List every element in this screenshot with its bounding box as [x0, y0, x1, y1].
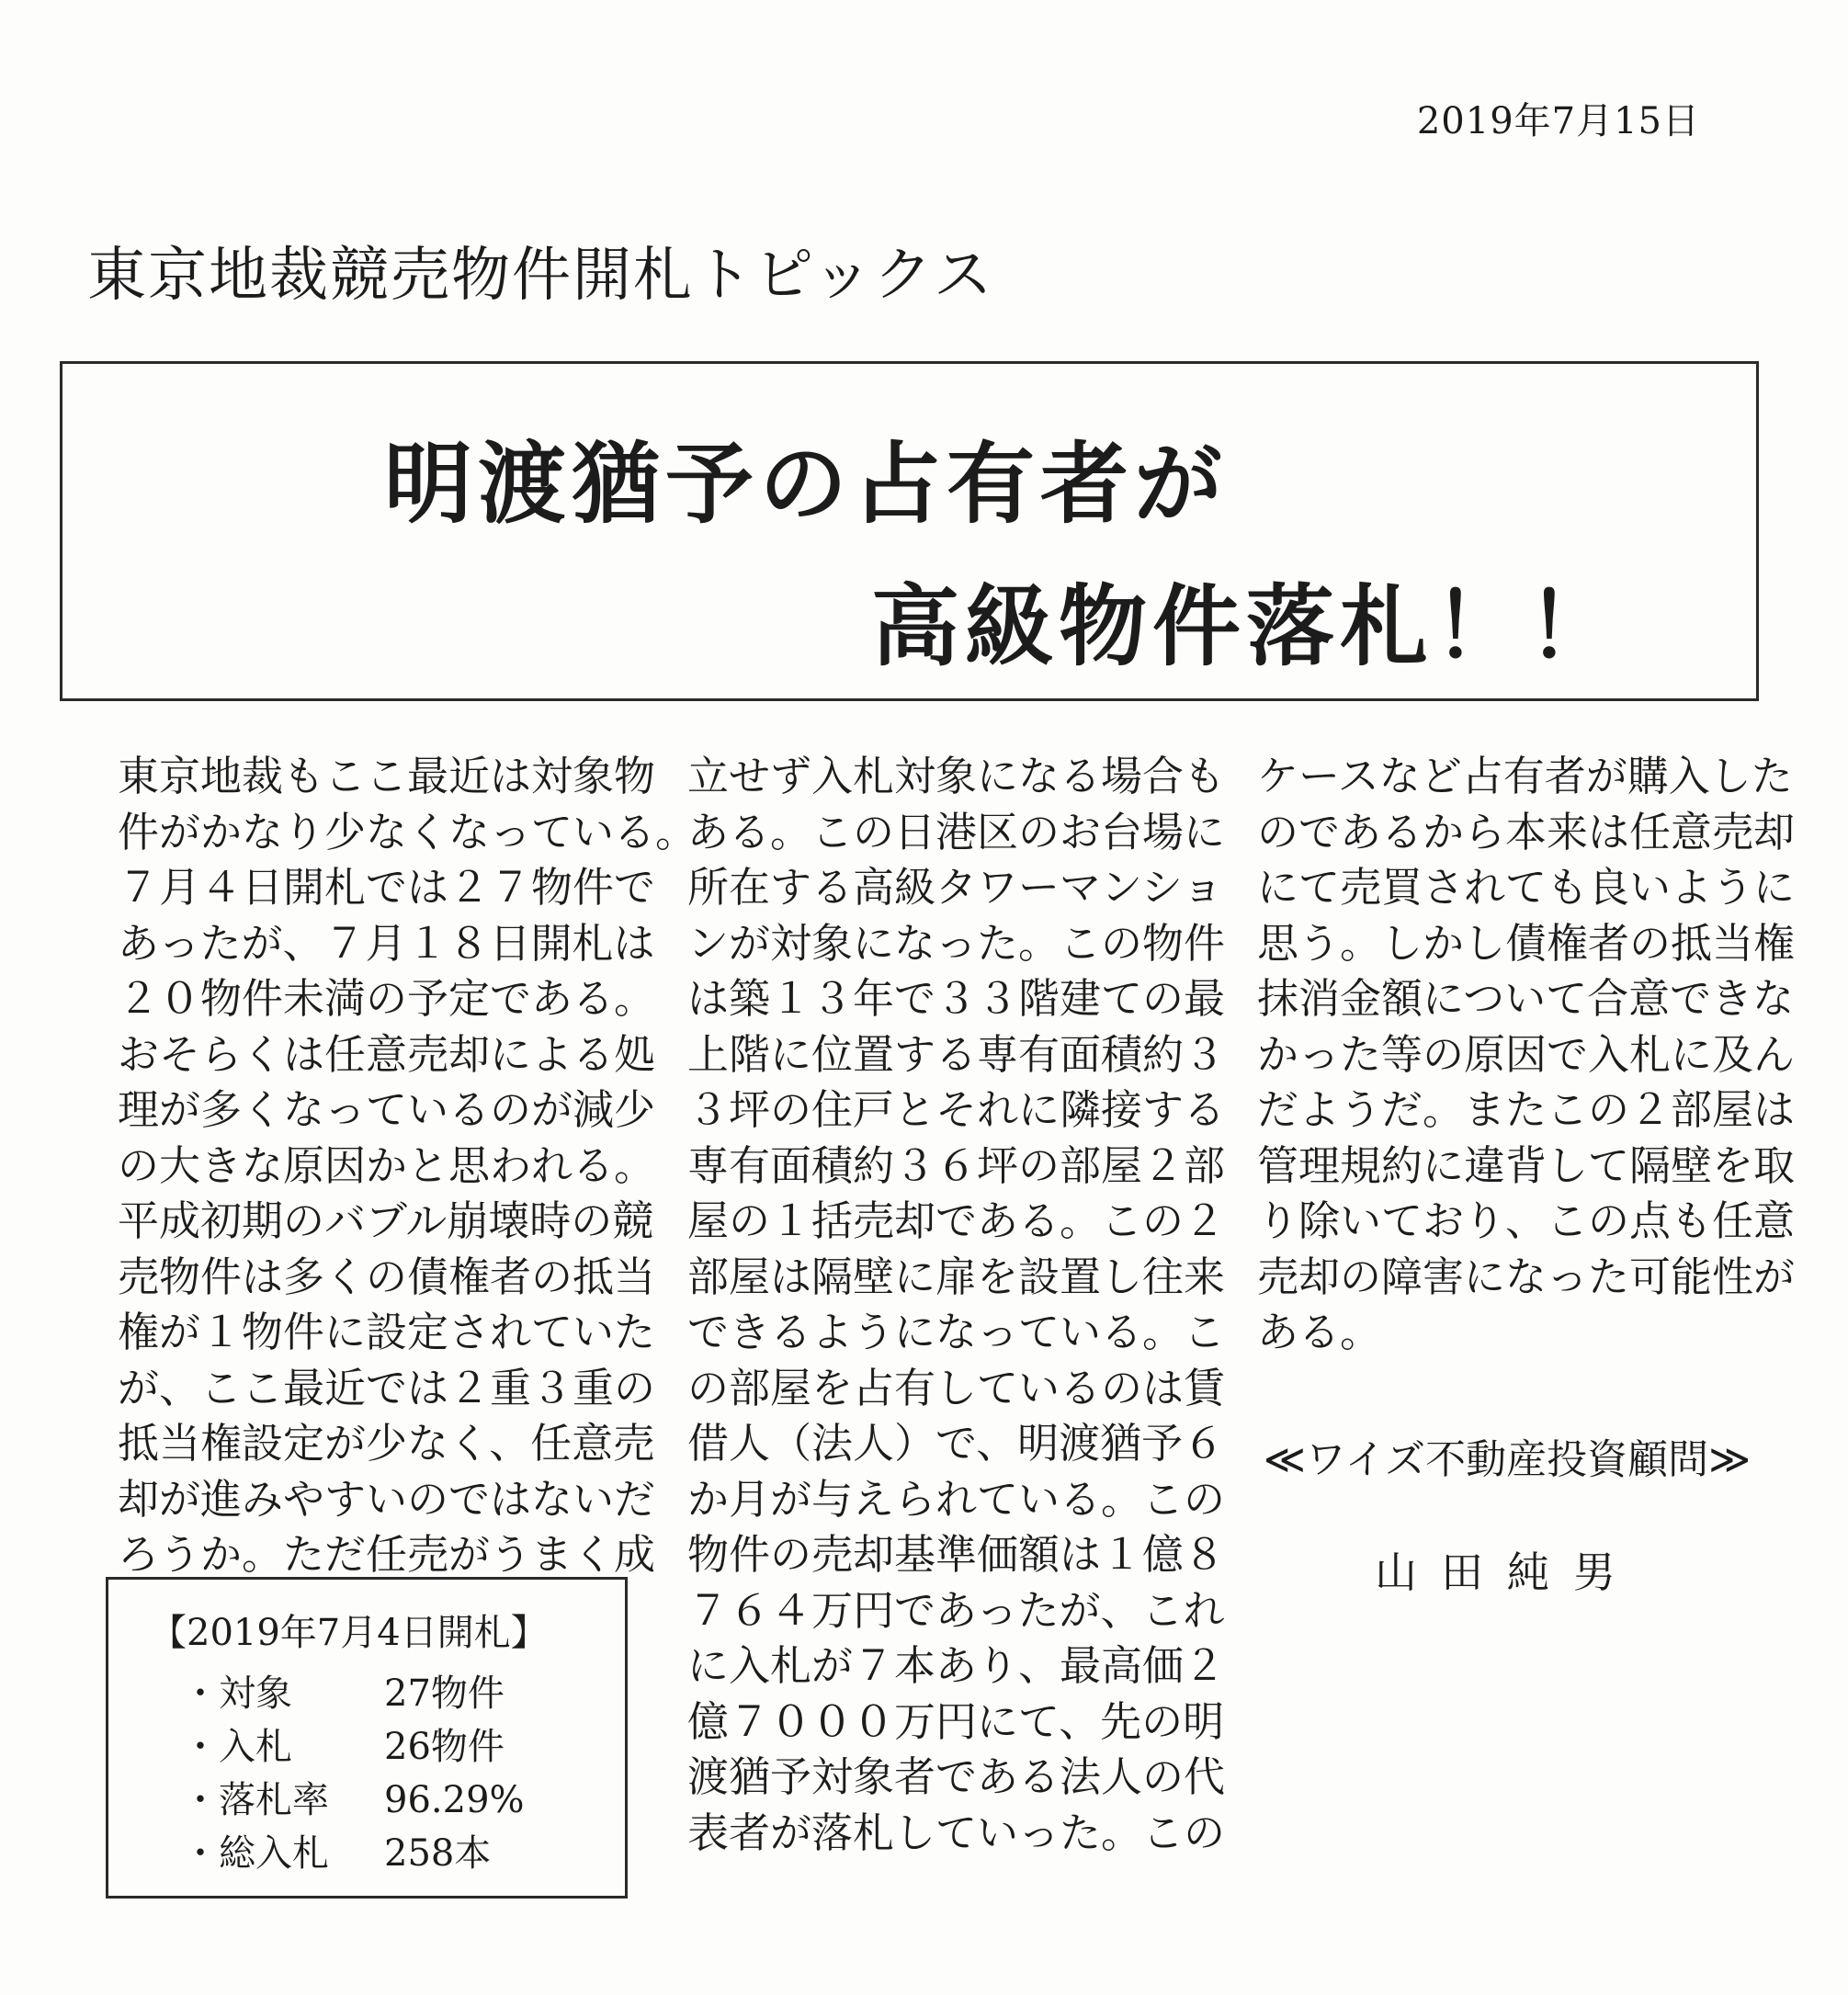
body-line: に入札が７本あり、最高価２ [687, 1641, 1226, 1690]
body-line: 東京地裁もここ最近は対象物 [118, 752, 656, 800]
body-line: 上階に位置する専有面積約３ [687, 1029, 1226, 1079]
body-line: できるようになっている。こ [687, 1308, 1226, 1356]
body-line: だようだ。またこの２部屋は [1257, 1085, 1796, 1134]
body-line: 抵当権設定が少なく、任意売 [118, 1419, 655, 1468]
stats-title: 【2019年7月4日開札】 [150, 1612, 548, 1654]
stat-row-total-bids [182, 1824, 491, 1877]
body-line: 物件の売却基準価額は１億８ [687, 1530, 1226, 1579]
body-line: あったが、７月１８日開札は [118, 918, 655, 968]
body-line: は築１３年で３３階建ての最 [687, 974, 1226, 1023]
body-line: の大きな原因かと思われる。 [118, 1140, 656, 1190]
stat-label: ・総入札 [182, 1832, 329, 1875]
body-line: 却が進みやすいのではないだ [118, 1474, 656, 1524]
stat-row-success-rate [182, 1771, 525, 1824]
body-column-3 [1257, 749, 1796, 1361]
headline-line-1: 明渡猶予の占有者が [384, 433, 1228, 536]
body-line: 平成初期のバブル崩壊時の競 [118, 1196, 654, 1245]
body-line: ケースなど占有者が購入した [1257, 752, 1793, 800]
auction-stats-box [106, 1577, 628, 1899]
stat-value: 258本 [384, 1832, 492, 1875]
body-line: の部屋を占有しているのは賃 [687, 1363, 1226, 1412]
body-line: 所在する高級タワーマンショ [687, 863, 1223, 912]
headline-box [60, 361, 1759, 701]
body-line: 理が多くなっているのが減少 [118, 1085, 656, 1134]
body-line: おそらくは任意売却による処 [118, 1029, 656, 1079]
body-line: が、ここ最近では２重３重の [118, 1363, 656, 1412]
body-line: 抹消金額について合意できな [1257, 974, 1795, 1023]
body-line: 表者が落札していった。この [687, 1808, 1226, 1857]
body-line: ３坪の住戸とそれに隣接する [687, 1085, 1226, 1134]
body-line: 専有面積約３６坪の部屋２部 [687, 1140, 1226, 1190]
article-date: 2019年7月15日 [1416, 100, 1700, 142]
body-line: 億７０００万円にて、先の明 [687, 1696, 1225, 1746]
body-line: 件がかなり少なくなっている。 [118, 807, 697, 856]
body-line: 管理規約に違背して隔壁を取 [1257, 1140, 1796, 1190]
body-line: 借人（法人）で、明渡猶予６ [687, 1419, 1225, 1468]
body-line: ろうか。ただ任売がうまく成 [118, 1530, 656, 1579]
body-line: のであるから本来は任意売却 [1257, 807, 1796, 856]
body-line: にて売買されても良いように [1257, 863, 1796, 912]
body-line: か月が与えられている。この [687, 1474, 1226, 1524]
stat-row-target [182, 1664, 505, 1717]
body-column-2 [687, 749, 1226, 1861]
body-line: 売却の障害になった可能性が [1257, 1252, 1796, 1301]
body-line: ７月４日開札では２７物件で [118, 863, 656, 912]
body-line: ある。この日港区のお台場に [687, 807, 1226, 856]
company-name: ≪ワイズ不動産投資顧問≫ [1263, 1436, 1752, 1483]
author-name: 山田純男 [1375, 1547, 1639, 1597]
stat-label: ・入札 [182, 1726, 292, 1768]
body-line: 部屋は隔壁に扉を設置し往来 [687, 1252, 1226, 1301]
body-line: 権が１物件に設定されていた [118, 1308, 656, 1356]
body-line: ある。 [1257, 1308, 1382, 1356]
body-line: り除いており、この点も任意 [1257, 1196, 1796, 1245]
body-column-1 [118, 749, 697, 1583]
stat-label: ・落札率 [182, 1779, 329, 1821]
series-title: 東京地裁競売物件開札トピックス [87, 242, 994, 310]
stat-value: 26物件 [384, 1726, 505, 1768]
body-line: ７６４万円であったが、これ [687, 1585, 1225, 1635]
stat-value: 27物件 [384, 1672, 505, 1715]
body-line: 思う。しかし債権者の抵当権 [1257, 918, 1796, 968]
body-line: ２０物件未満の予定である。 [118, 974, 656, 1023]
body-line: 屋の１括売却である。この２ [687, 1196, 1226, 1245]
body-line: かった等の原因で入札に及ん [1257, 1029, 1796, 1079]
body-line: 立せず入札対象になる場合も [687, 752, 1226, 800]
stat-label: ・対象 [182, 1672, 292, 1715]
headline-line-2: 高級物件落札！！ [871, 575, 1621, 678]
stat-value: 96.29% [384, 1779, 525, 1821]
body-line: 売物件は多くの債権者の抵当 [118, 1252, 656, 1301]
body-line: 渡猶予対象者である法人の代 [687, 1752, 1226, 1801]
stat-row-bids [182, 1717, 505, 1771]
body-line: ンが対象になった。この物件 [687, 918, 1226, 968]
